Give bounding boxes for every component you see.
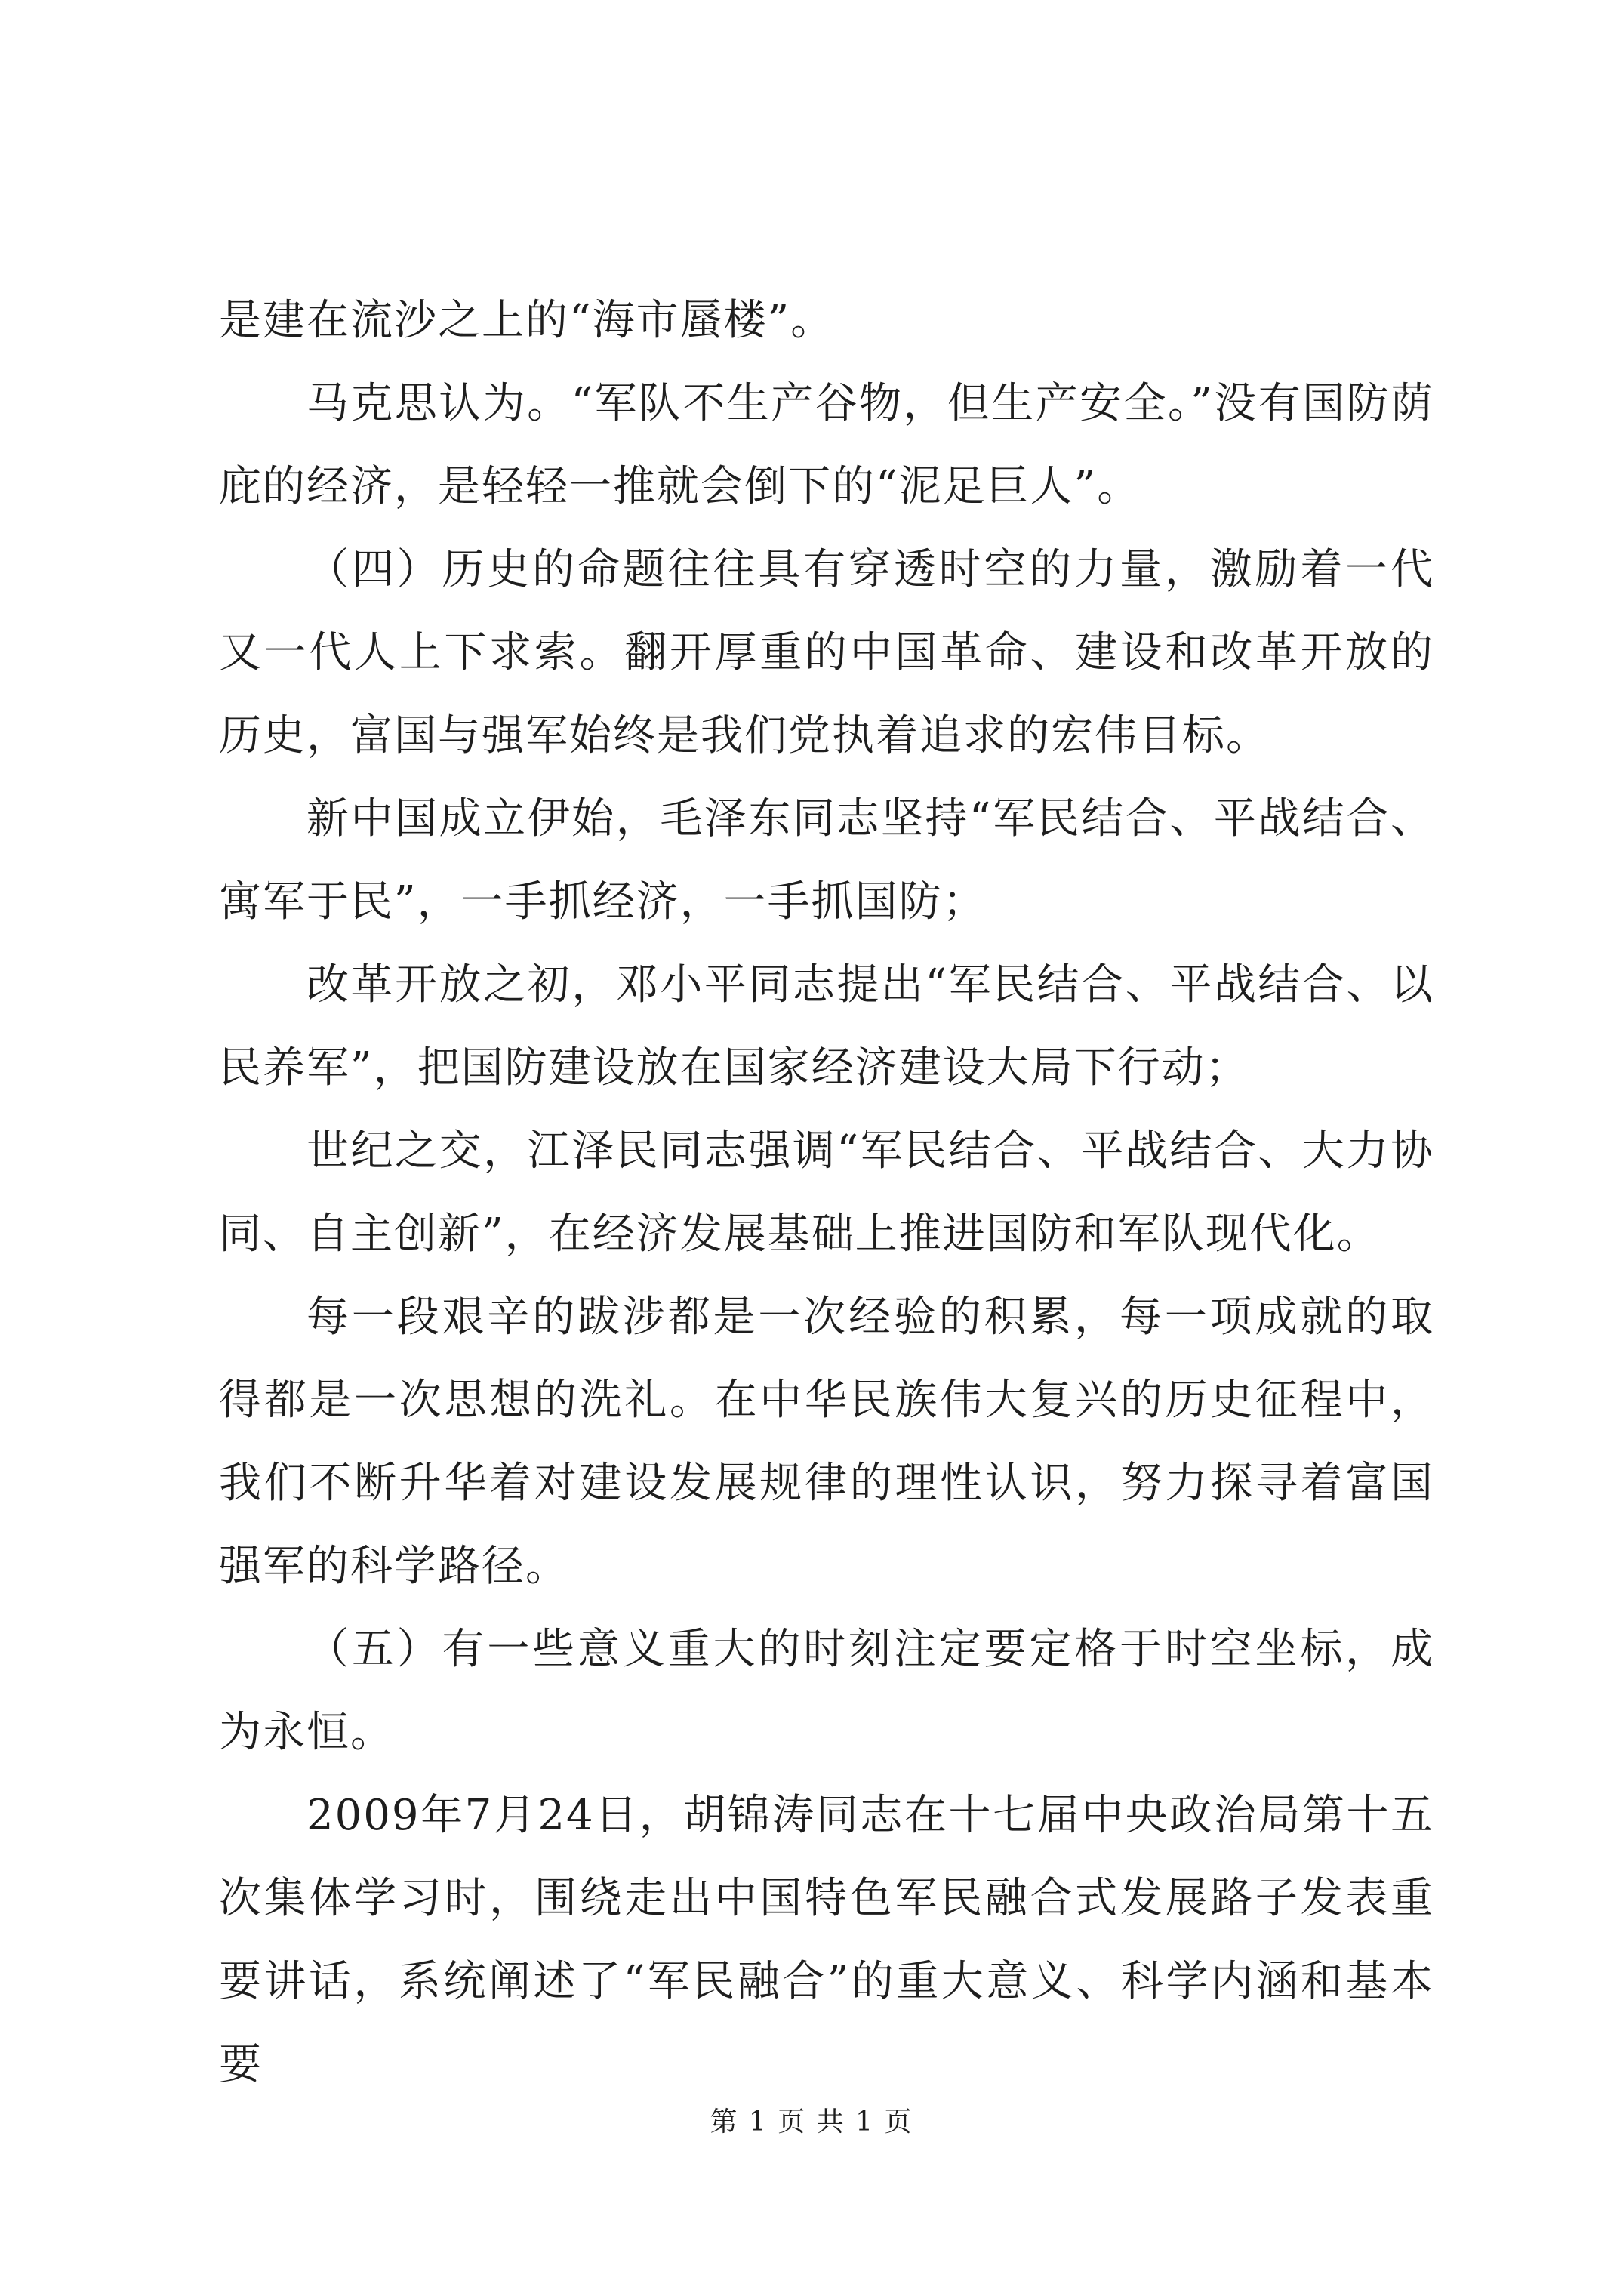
paragraph-hu-jintao: 2009年7月24日，胡锦涛同志在十七届中央政治局第十五次集体学习时，围绕走出中国特色军民融合式发展路子发表重要讲话，系统阐述了“军民融合”的重大意义、科学内涵和基本要 — [219, 1791, 1434, 2089]
paragraph-section-four: （四）历史的命题往往具有穿透时空的力量，激励着一代又一代人上下求索。翻开厚重的中国革命、建设和改革开放的历史，富国与强军始终是我们党执着追求的宏伟目标。 — [219, 545, 1434, 760]
page-number-footer: 第 1 页 共 1 页 — [710, 2106, 913, 2137]
paragraph-deng-xiaoping: 改革开放之初，邓小平同志提出“军民结合、平战结合、以民养军”，把国防建设放在国家经济建设大局下行动； — [219, 960, 1434, 1093]
paragraph-marx-quote: 马克思认为。“军队不生产谷物，但生产安全。”没有国防荫庇的经济，是轻轻一推就会倒下的“泥足巨人”。 — [219, 379, 1434, 511]
paragraph-jiang-zemin: 世纪之交，江泽民同志强调“军民结合、平战结合、大力协同、自主创新”，在经济发展基础上推进国防和军队现代化。 — [219, 1126, 1434, 1259]
paragraph-mao-zedong: 新中国成立伊始，毛泽东同志坚持“军民结合、平战结合、寓军于民”，一手抓经济，一手抓国防； — [219, 794, 1434, 926]
paragraph-section-five: （五）有一些意义重大的时刻注定要定格于时空坐标，成为永恒。 — [219, 1625, 1434, 1757]
paragraph-continuation: 是建在流沙之上的“海市蜃楼”。 — [219, 296, 835, 345]
document-body — [219, 279, 1434, 2106]
paragraph-experience: 每一段艰辛的跋涉都是一次经验的积累，每一项成就的取得都是一次思想的洗礼。在中华民族伟大复兴的历史征程中，我们不断升华着对建设发展规律的理性认识，努力探寻着富国强军的科学路径。 — [219, 1293, 1434, 1591]
